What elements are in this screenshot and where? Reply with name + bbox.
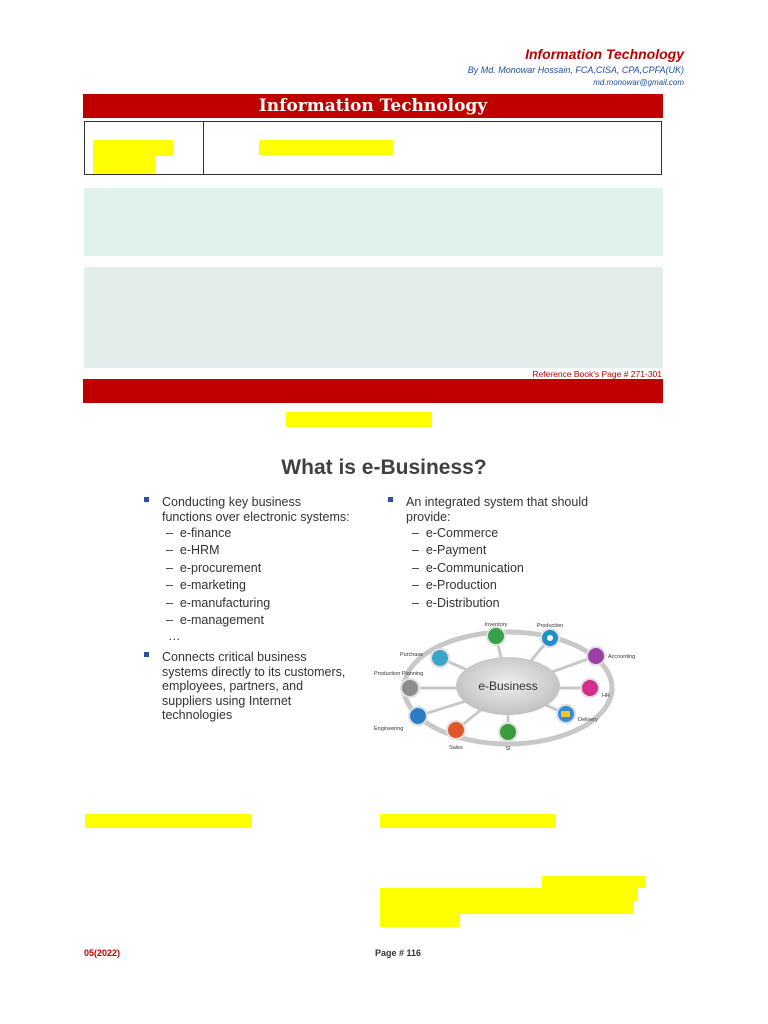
summary-panel	[84, 188, 663, 256]
footer-edition: 05(2022)	[84, 948, 121, 958]
node-label: SI	[505, 746, 511, 752]
bullet-text: suppliers using Internet	[162, 693, 292, 708]
author-line: By Md. Monowar Hossain, FCA,CISA, CPA,CPFA(UK)	[467, 65, 684, 75]
node-accounting-icon	[587, 647, 605, 665]
author-email[interactable]: md.monowar@gmail.com	[593, 78, 684, 87]
node-label: Purchase	[400, 652, 424, 658]
bullet-functions	[162, 495, 350, 524]
list-item: – e-marketing	[166, 578, 246, 593]
list-item: – e-Distribution	[412, 595, 500, 610]
list-item: – e-procurement	[166, 560, 262, 575]
info-box	[84, 121, 662, 175]
list-item: – e-Commerce	[412, 526, 499, 540]
node-hr-icon	[581, 679, 599, 697]
ebusiness-diagram	[370, 618, 640, 758]
node-production-icon	[541, 629, 559, 647]
node-inventory-icon	[487, 627, 505, 645]
node-engineering-icon	[409, 707, 427, 725]
left-sublist	[166, 525, 270, 629]
highlight-mark	[286, 412, 432, 427]
list-item: – e-Communication	[412, 560, 524, 575]
bullet-text: provide:	[406, 509, 451, 524]
document-title: Information Technology	[525, 46, 684, 62]
slide-title: What is e-Business?	[281, 456, 487, 479]
bullet-marker	[144, 652, 149, 657]
bullet-marker	[144, 497, 149, 502]
chapter-banner: Information Technology	[83, 94, 663, 118]
section-bar	[83, 379, 663, 403]
info-box-divider	[203, 122, 204, 175]
notes-panel	[84, 267, 663, 368]
bullet-text: technologies	[162, 708, 233, 722]
highlight-mark	[380, 914, 460, 927]
bullet-text: Conducting key business	[162, 495, 301, 509]
list-item: – e-Production	[412, 578, 497, 593]
highlight-mark	[380, 814, 556, 828]
bullet-text: functions over electronic systems:	[162, 509, 350, 524]
highlight-mark	[93, 156, 155, 174]
bullet-text: Connects critical business	[162, 650, 307, 664]
node-si-icon	[499, 723, 517, 741]
list-item: – e-manufacturing	[166, 595, 271, 610]
node-label: Delivery	[578, 717, 598, 723]
node-label: Sales	[449, 745, 463, 751]
list-item: – e-Payment	[412, 543, 487, 558]
node-label: HR	[602, 693, 610, 699]
bullet-text: systems directly to its customers,	[162, 664, 346, 679]
highlight-mark	[85, 814, 252, 828]
highlight-mark	[380, 888, 637, 901]
list-item: – e-HRM	[166, 543, 220, 558]
ellipsis: …	[168, 629, 181, 643]
node-production-planning-icon	[401, 679, 419, 697]
bullet-integrated	[406, 495, 588, 524]
highlight-mark	[542, 876, 645, 888]
list-item: – e-management	[166, 613, 264, 628]
node-sales-icon	[447, 721, 465, 739]
bullet-connects	[162, 650, 345, 723]
list-item: – e-finance	[166, 526, 232, 540]
bullet-text: An integrated system that should	[406, 495, 589, 509]
highlight-mark	[380, 901, 633, 914]
bullet-text: employees, partners, and	[162, 679, 304, 693]
right-sublist	[412, 525, 524, 612]
reference-note: Reference Book's Page # 271-301	[532, 369, 662, 379]
hub-label: e-Business	[478, 679, 538, 693]
node-label: Accounting	[608, 654, 636, 660]
node-delivery-icon	[557, 705, 575, 723]
node-label: Production Planning	[374, 671, 424, 677]
highlight-mark	[259, 140, 393, 155]
node-label: Engineering	[374, 726, 404, 732]
bullet-marker	[388, 497, 393, 502]
node-label: Inventory	[484, 622, 508, 628]
node-purchase-icon	[431, 649, 449, 667]
page-number: Page # 116	[375, 948, 422, 958]
node-label: Production	[536, 623, 564, 629]
highlight-mark	[93, 140, 173, 156]
